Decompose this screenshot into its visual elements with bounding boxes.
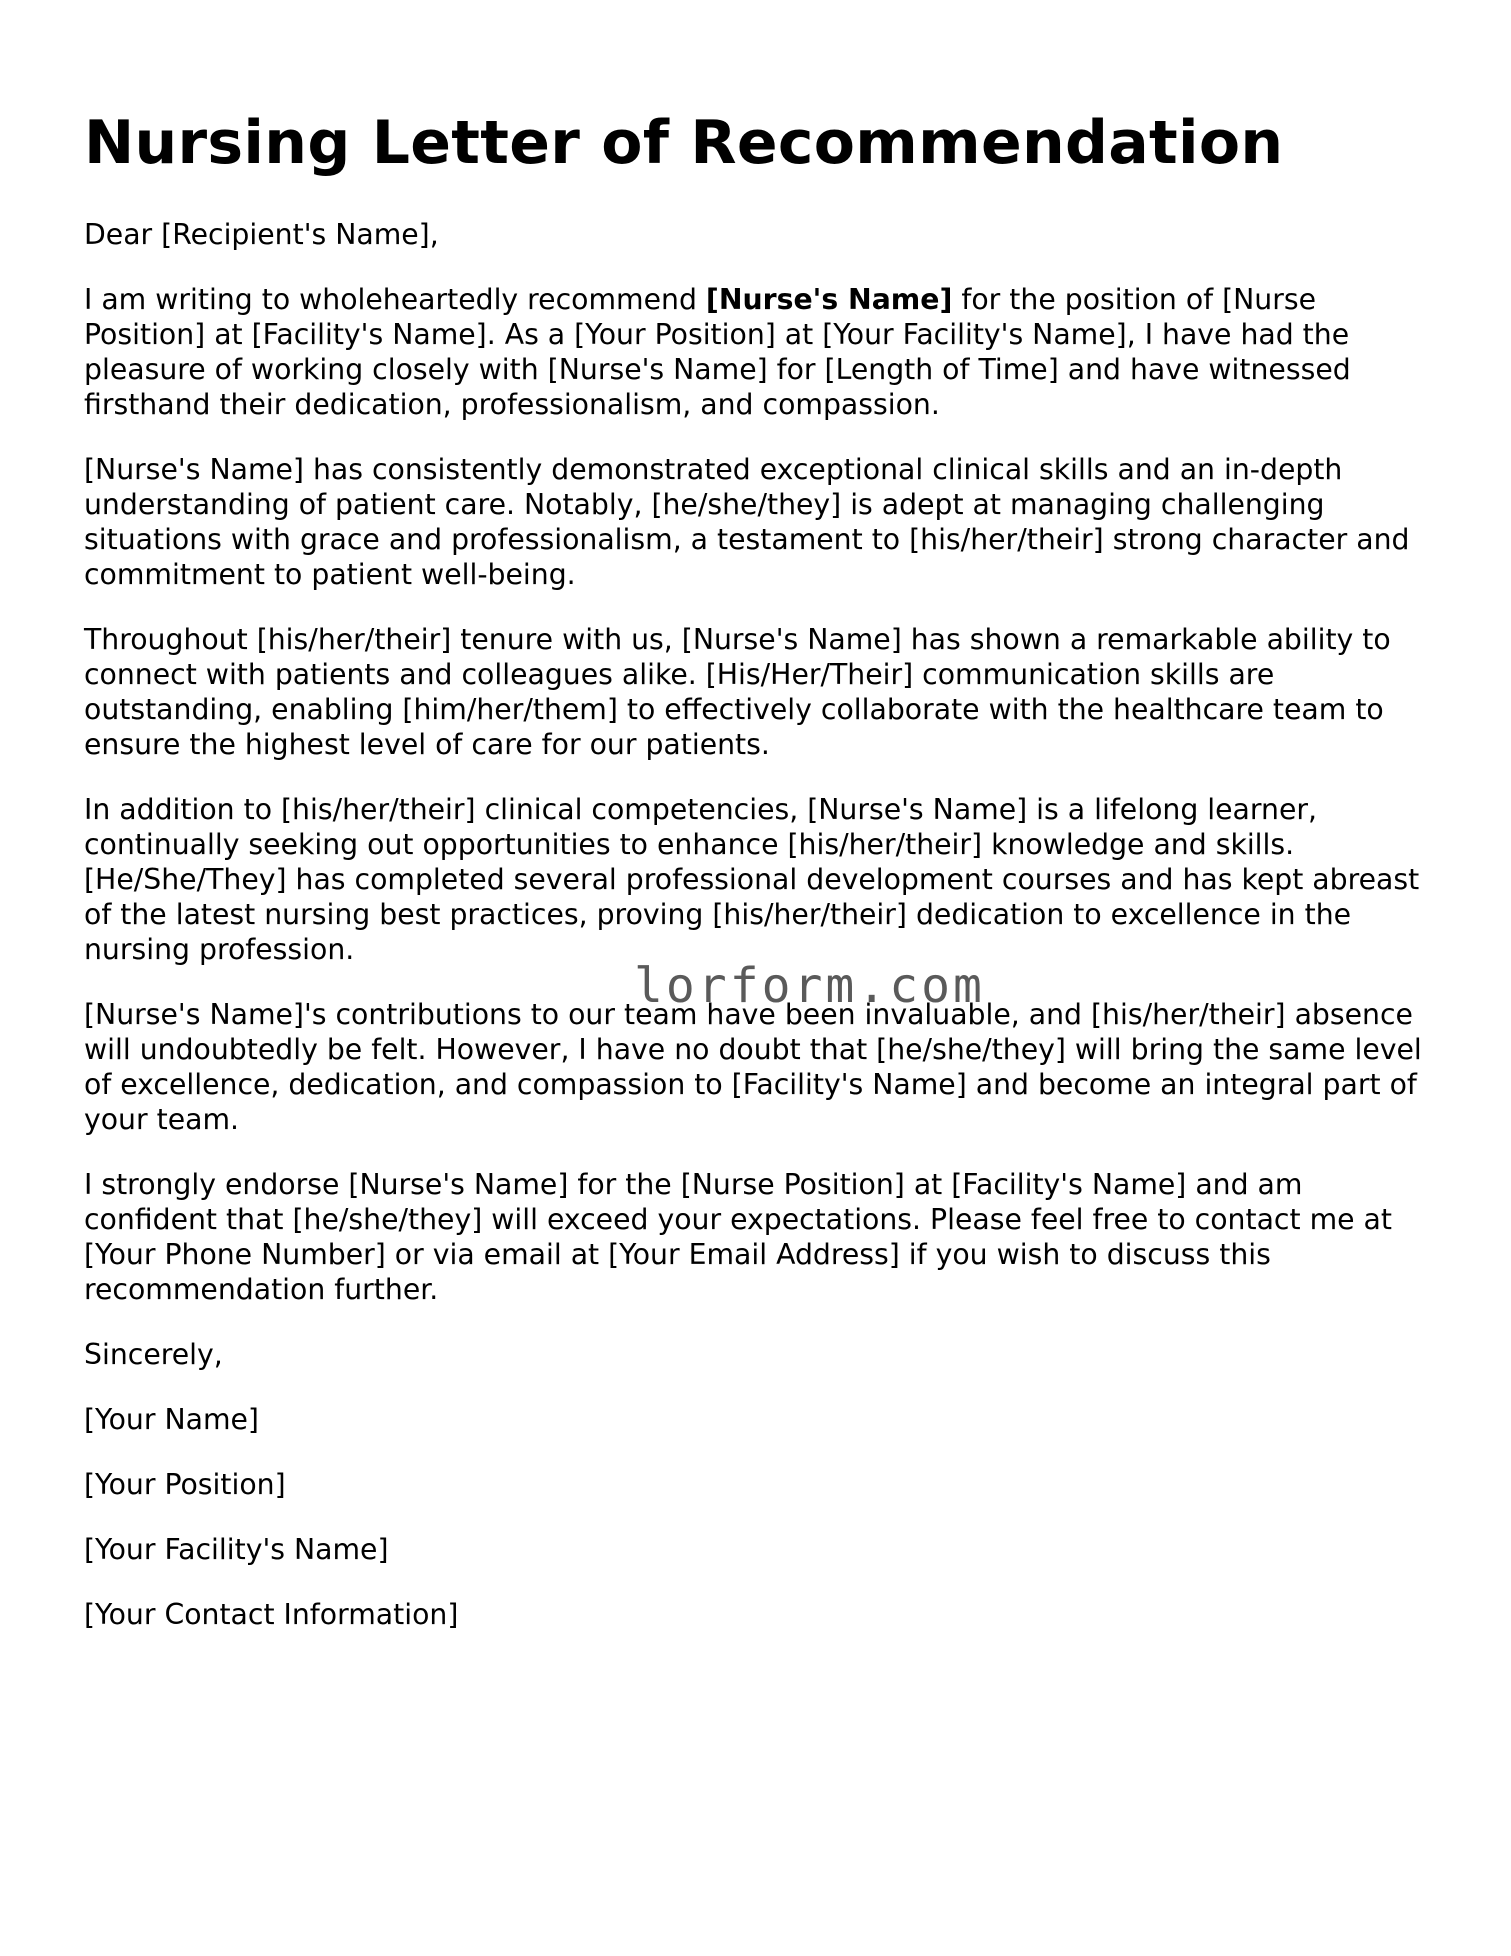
paragraph-intro [84,282,1444,422]
paragraph-communication: Throughout [his/her/their] tenure with us, [Nurse's Name] has shown a remarkable ability to connect with patients and colleagues alike. [His/Her/Their] communication skills are outstanding, enabling [him/her/them] to effectively collaborate with the healthcare team to ensure the highest level of care for our patients. [84,623,1391,761]
paragraph-endorsement: I strongly endorse [Nurse's Name] for the [Nurse Position] at [Facility's Name] and am confident that [he/she/they] will exceed your expectations. Please feel free to contact me at [Your Phone Number] or via email at [Your Email Address] if you wish to discuss this recommendation further. [84,1168,1392,1306]
signer-contact: [Your Contact Information] [84,1598,459,1631]
paragraph-clinical-skills: [Nurse's Name] has consistently demonstrated exceptional clinical skills and an in-depth understanding of patient care. Notably, [he/she/they] is adept at managing challenging situations with grace and professionalism, a testament to [his/her/their] strong character and commitment to patient well-being. [84,453,1410,591]
paragraph-intro-rest: for the position of [Nurse Position] at [Facility's Name]. As a [Your Position] at [Your Facility's Name], I have had the pleasure of working closely with [Nurse's Name] for [Length of Time] and have witnessed firsthand their dedication, professionalism, and compassion. [84,283,1351,421]
signer-position: [Your Position] [84,1468,286,1501]
page-title: Nursing Letter of Recommendation [84,108,1284,178]
nurse-name-bold: [Nurse's Name] [705,283,953,316]
signer-facility: [Your Facility's Name] [84,1533,389,1566]
salutation: Dear [Recipient's Name], [84,218,439,251]
signer-name: [Your Name] [84,1403,259,1436]
paragraph-lifelong-learner: In addition to [his/her/their] clinical competencies, [Nurse's Name] is a lifelong learner, continually seeking out opportunities to enhance [his/her/their] knowledge and skills. [He/She/They] has completed several professional development courses and has kept abreast of the latest nursing best practices, proving [his/her/their] dedication to excellence in the nursing profession. [84,793,1420,966]
watermark: lorform.com [634,958,985,1014]
paragraph-contributions: [Nurse's Name]'s contributions to our team have been invaluable, and [his/her/their] absence will undoubtedly be felt. However, I have no doubt that [he/she/they] will bring the same level of excellence, dedication, and compassion to [Facility's Name] and become an integral part of your team. [84,998,1422,1136]
letter-body [84,217,1444,1662]
paragraph-intro-lead: I am writing to wholeheartedly recommend [84,283,706,316]
sign-off: Sincerely, [84,1338,223,1371]
